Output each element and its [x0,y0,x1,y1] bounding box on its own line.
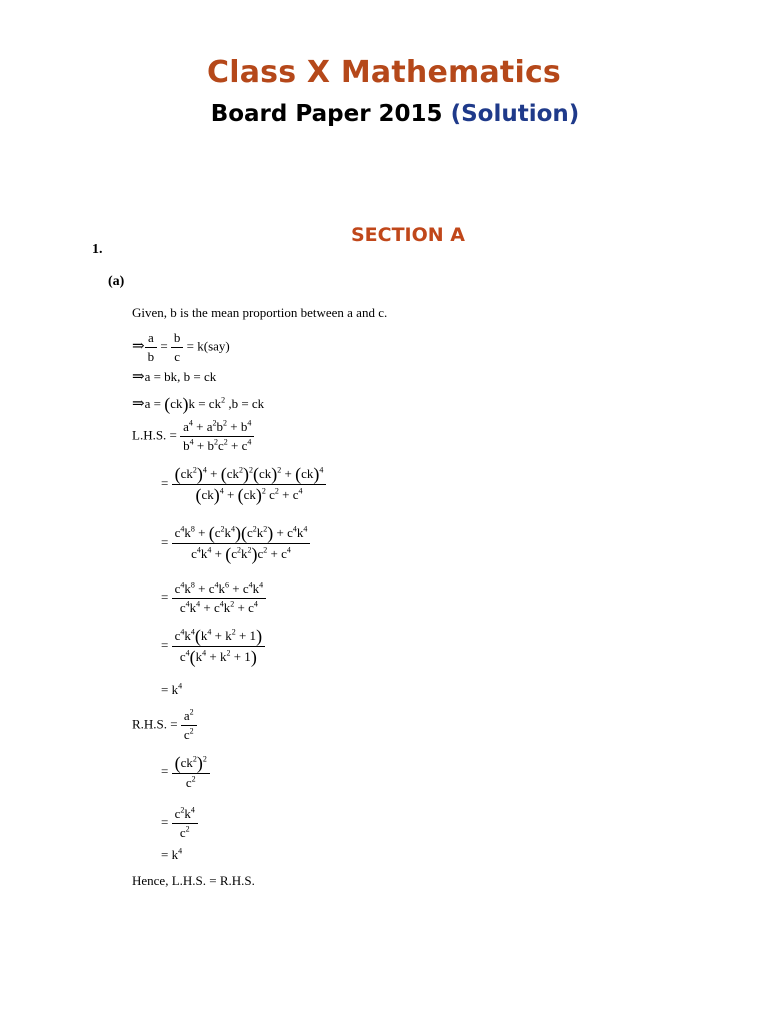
substitution-step: ⇒a = bk, b = ck [132,369,217,385]
lhs-step-2: = $\frac{c^4k^8 + (c^2k^4)(c^2k^2) + c^4k^4}{c^4k^4 + (c^2k^2)c^2 + c^4}$ [161,524,310,563]
lhs-expression: L.H.S. = $\frac{a^4 + a^2b^2 + b^4}{b^4 + b^2c^2 + c^4}$ [132,419,254,455]
rhs-expression: R.H.S. = $\frac{a^2}{c^2}$ [132,708,197,744]
lhs-step-3: = $\frac{c^4k^8 + c^4k^6 + c^4k^4}{c^4k^4 + c^4k^2 + c^4}$ [161,581,266,617]
substitution-step-2: ⇒a = $(ck)k = ck^2$ ,b = ck [132,394,265,414]
lhs-step-1: = $\frac{(ck^2)^4 + (ck^2)^2(ck)^2 + (ck)^4}{(ck)^4 + (ck)^2 c^2 + c^4}$ [161,465,326,504]
subtitle-solution: (Solution) [450,101,580,127]
question-part: (a) [108,274,125,289]
section-heading: SECTION A [350,224,465,246]
question-number: 1. [92,242,103,257]
proportion-step: ⇒ $\frac{a}{b}$ = $\frac{b}{c}$ = k(say) [132,330,230,365]
lhs-label: L.H.S. = [132,427,177,443]
rhs-step-1: = $\frac{(ck^2)^2}{c^2}$ [161,754,210,791]
document-title: Class X Mathematics [207,55,561,90]
document-subtitle [0,101,768,127]
lhs-result: = $k^4$ [161,681,183,697]
subtitle-main: Board Paper 2015 [210,101,443,127]
rhs-result: = $k^4$ [161,846,183,862]
lhs-step-4: = $\frac{c^4k^4(k^4 + k^2 + 1)}{c^4(k^4 + k^2 + 1)}$ [161,627,265,666]
say-text: = k(say) [186,338,230,354]
conclusion: Hence, L.H.S. = R.H.S. [132,873,255,888]
rhs-label: R.H.S. = [132,716,178,732]
given-statement: Given, b is the mean proportion between a and c. [132,305,388,320]
rhs-step-2: = $\frac{c^2k^4}{c^2}$ [161,806,198,842]
